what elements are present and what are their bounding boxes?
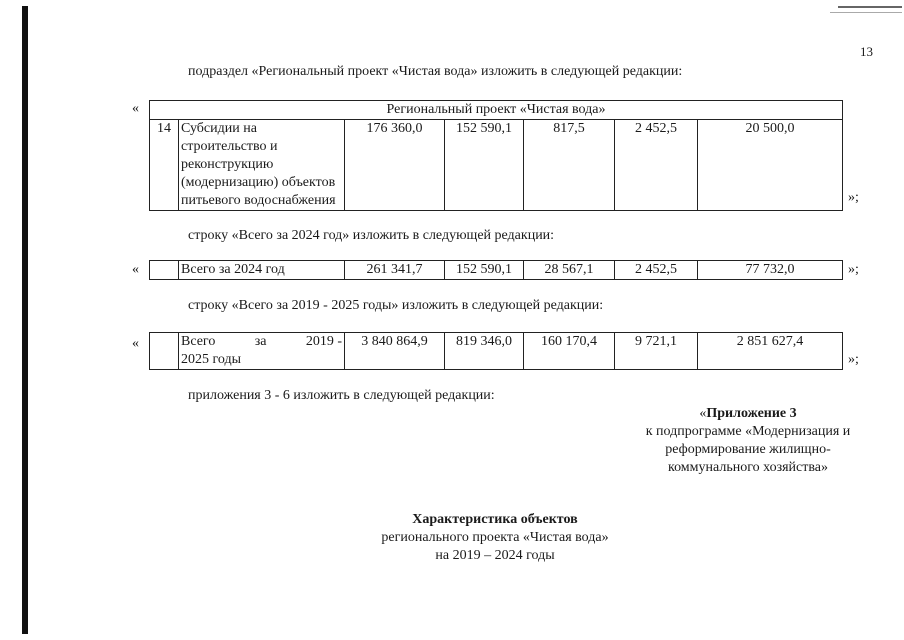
cell-value-4: 2 452,5 (615, 261, 698, 280)
page-number: 13 (860, 44, 873, 59)
row-number (150, 333, 179, 370)
row-name-word: Всего (181, 334, 216, 349)
row-name-word: 2019 - (305, 334, 342, 349)
cell-value-1: 261 341,7 (345, 261, 445, 280)
cell-value-5: 77 732,0 (698, 261, 843, 280)
cell-value-2: 152 590,1 (445, 120, 524, 211)
heading-line-2: на 2019 – 2024 годы (435, 548, 555, 563)
appendix-line-1: к подпрограмме «Модернизация и (645, 424, 851, 439)
cell-value-3: 28 567,1 (524, 261, 615, 280)
scan-edge-bar (22, 6, 28, 634)
row-name (179, 333, 345, 370)
row-name: Всего за 2024 год (179, 261, 345, 280)
cell-value-1: 176 360,0 (345, 120, 445, 211)
cell-value-3: 817,5 (524, 120, 615, 211)
appendix-line-3: коммунального хозяйства» (667, 460, 829, 475)
row-name-line: питьевого водоснабжения (181, 193, 336, 208)
cell-value-1: 3 840 864,9 (345, 333, 445, 370)
row-number: 14 (150, 120, 179, 211)
row-name-line: Субсидии на (181, 121, 257, 136)
table-header-row (150, 101, 843, 120)
cell-value-4: 2 452,5 (615, 120, 698, 211)
row-name-line-1 (181, 333, 342, 351)
cell-value-3: 160 170,4 (524, 333, 615, 370)
cell-value-2: 819 346,0 (445, 333, 524, 370)
table-row (150, 261, 843, 280)
intro-paragraph-1: подраздел «Региональный проект «Чистая вода» изложить в следующей редакции: (188, 64, 683, 79)
appendix-title: Приложение 3 (706, 406, 797, 421)
scan-edge-line-2 (830, 12, 902, 13)
appendix-block (618, 405, 878, 477)
table-row (150, 333, 843, 370)
row-number (150, 261, 179, 280)
row-name-line: реконструкцию (181, 157, 274, 172)
scan-edge-line (838, 6, 902, 8)
intro-paragraph-4: приложения 3 - 6 изложить в следующей редакции: (188, 388, 495, 403)
table-header-cell: Региональный проект «Чистая вода» (150, 101, 843, 120)
table-total-2024 (149, 260, 843, 280)
table-regional-project (149, 100, 843, 211)
row-name-line: (модернизацию) объектов (181, 175, 336, 190)
appendix-open-quote: « (699, 406, 707, 421)
open-quote-1: « (132, 101, 139, 116)
cell-value-5: 20 500,0 (698, 120, 843, 211)
close-quote-2: »; (848, 262, 859, 277)
cell-value-2: 152 590,1 (445, 261, 524, 280)
row-name-word: за (254, 334, 267, 349)
row-name (179, 120, 345, 211)
appendix-line-2: реформирование жилищно- (665, 442, 831, 457)
close-quote-3: »; (848, 352, 859, 367)
open-quote-2: « (132, 262, 139, 277)
open-quote-3: « (132, 336, 139, 351)
row-name-line-2: 2025 годы (181, 352, 242, 367)
close-quote-1: »; (848, 190, 859, 205)
intro-paragraph-2: строку «Всего за 2024 год» изложить в следующей редакции: (188, 228, 555, 243)
cell-value-4: 9 721,1 (615, 333, 698, 370)
heading-line-1: регионального проекта «Чистая вода» (381, 530, 609, 545)
table-total-2019-2025 (149, 332, 843, 370)
heading-title: Характеристика объектов (412, 512, 578, 527)
intro-paragraph-3: строку «Всего за 2019 - 2025 годы» изложить в следующей редакции: (188, 298, 604, 313)
cell-value-5: 2 851 627,4 (698, 333, 843, 370)
table-row (150, 120, 843, 211)
heading-block (300, 511, 690, 565)
row-name-line: строительство и (181, 139, 278, 154)
appendix-title-line (618, 405, 878, 423)
